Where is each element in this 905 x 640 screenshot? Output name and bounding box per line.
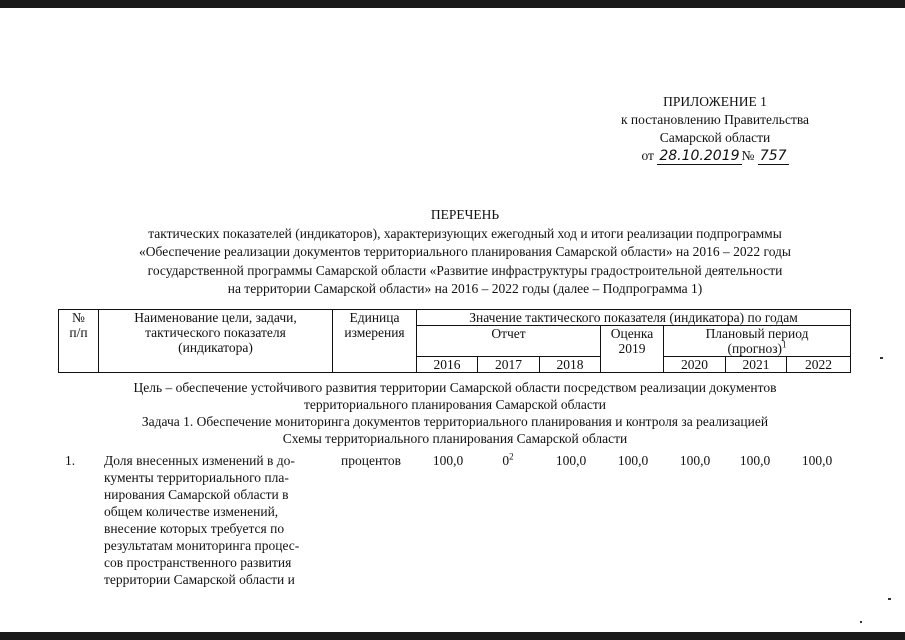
header-plan-line-2 <box>667 341 847 356</box>
goal-line-2: территориального планирования Самарской области <box>303 397 607 412</box>
header-unit-line-1: Единица <box>349 310 400 325</box>
name-line: Доля внесенных изменений в до- <box>104 453 295 468</box>
value-2017 <box>478 452 538 469</box>
header-estimate <box>601 326 664 373</box>
header-name-line-1: Наименование цели, задачи, <box>134 310 297 325</box>
scan-speck <box>888 598 891 600</box>
scan-speck <box>860 621 862 623</box>
value-2022: 100,0 <box>801 453 833 468</box>
name-line: нирования Самарской области в <box>104 487 289 502</box>
header-plan-forecast: (прогноз) <box>727 341 783 356</box>
year-2017: 2017 <box>478 357 540 373</box>
appendix-title: ПРИЛОЖЕНИЕ 1 <box>663 94 767 109</box>
appendix-region: Самарской области <box>659 130 771 145</box>
name-line: сов пространственного развития <box>104 555 292 570</box>
task-line-2: Схемы территориального планирования Самарской области <box>282 431 628 446</box>
header-unit-line-2: измерения <box>344 325 405 340</box>
header-name <box>99 310 333 373</box>
name-line: результатам мониторинга процес- <box>104 538 300 553</box>
name-line: территории Самарской области и <box>104 572 295 587</box>
goal-line-1: Цель – обеспечение устойчивого развития территории Самарской области посредством реализации документов <box>133 380 777 395</box>
number-prefix: № <box>741 148 755 163</box>
year-2020: 2020 <box>664 357 726 373</box>
row-unit: процентов <box>341 453 402 468</box>
header-num <box>59 310 99 373</box>
header-report: Отчет <box>417 326 601 357</box>
title-line-1: тактических показателей (индикаторов), характеризующих ежегодный ход и итоги реализации подпрограммы <box>148 225 782 241</box>
year-2021: 2021 <box>726 357 787 373</box>
appendix-resolution: к постановлению Правительства <box>620 112 810 127</box>
header-unit <box>333 310 417 373</box>
year-2018: 2018 <box>540 357 601 373</box>
header-estimate-line-2: 2019 <box>618 341 646 356</box>
scan-speck <box>880 357 883 359</box>
title-line-2: «Обеспечение реализации документов территориального планирования Самарской области» на 2016 – 2022 годы <box>139 244 791 259</box>
task-line-1: Задача 1. Обеспечение мониторинга документов территориального планирования и контроля за реализацией <box>141 414 769 429</box>
row-number: 1. <box>65 453 76 468</box>
value-2017-number: 0 <box>502 453 510 468</box>
title-line-4: на территории Самарской области» на 2016 – 2022 годы (далее – Подпрограмма 1) <box>227 281 703 296</box>
header-num-line-1: № <box>72 310 85 325</box>
handwritten-date: 28.10.2019 <box>659 148 740 164</box>
header-estimate-line-1: Оценка <box>610 326 654 341</box>
value-2020: 100,0 <box>679 453 711 468</box>
document-title <box>60 206 870 299</box>
header-plan <box>664 326 851 357</box>
value-2021: 100,0 <box>739 453 771 468</box>
header-name-line-2: тактического показателя <box>145 325 286 340</box>
year-2016: 2016 <box>417 357 478 373</box>
indicators-table-header <box>58 309 851 373</box>
name-line: внесение которых требуется по <box>104 521 285 536</box>
name-line: общем количестве изменений, <box>104 504 279 519</box>
header-name-line-3: (индикатора) <box>178 340 253 355</box>
header-plan-line-1: Плановый период <box>705 326 809 341</box>
scan-bottom-edge <box>0 632 905 640</box>
footnote-marker-1: 1 <box>782 339 787 350</box>
name-line: кументы территориального пла- <box>104 470 289 485</box>
date-prefix: от <box>641 148 654 163</box>
handwritten-number: 757 <box>759 148 787 164</box>
value-2018: 100,0 <box>555 453 587 468</box>
title-heading: ПЕРЕЧЕНЬ <box>430 207 500 222</box>
footnote-marker-2: 2 <box>509 451 514 462</box>
header-num-line-2: п/п <box>69 325 88 340</box>
appendix-date-line <box>580 147 850 165</box>
year-2022: 2022 <box>787 357 851 373</box>
row-indicator-name <box>104 452 332 588</box>
header-values: Значение тактического показателя (индикатора) по годам <box>417 310 851 326</box>
value-2016: 100,0 <box>432 453 464 468</box>
scan-top-edge <box>0 0 905 8</box>
title-line-3: государственной программы Самарской области «Развитие инфраструктуры градостроительной деятельности <box>147 262 783 278</box>
appendix-block <box>580 93 850 165</box>
value-2019: 100,0 <box>617 453 649 468</box>
